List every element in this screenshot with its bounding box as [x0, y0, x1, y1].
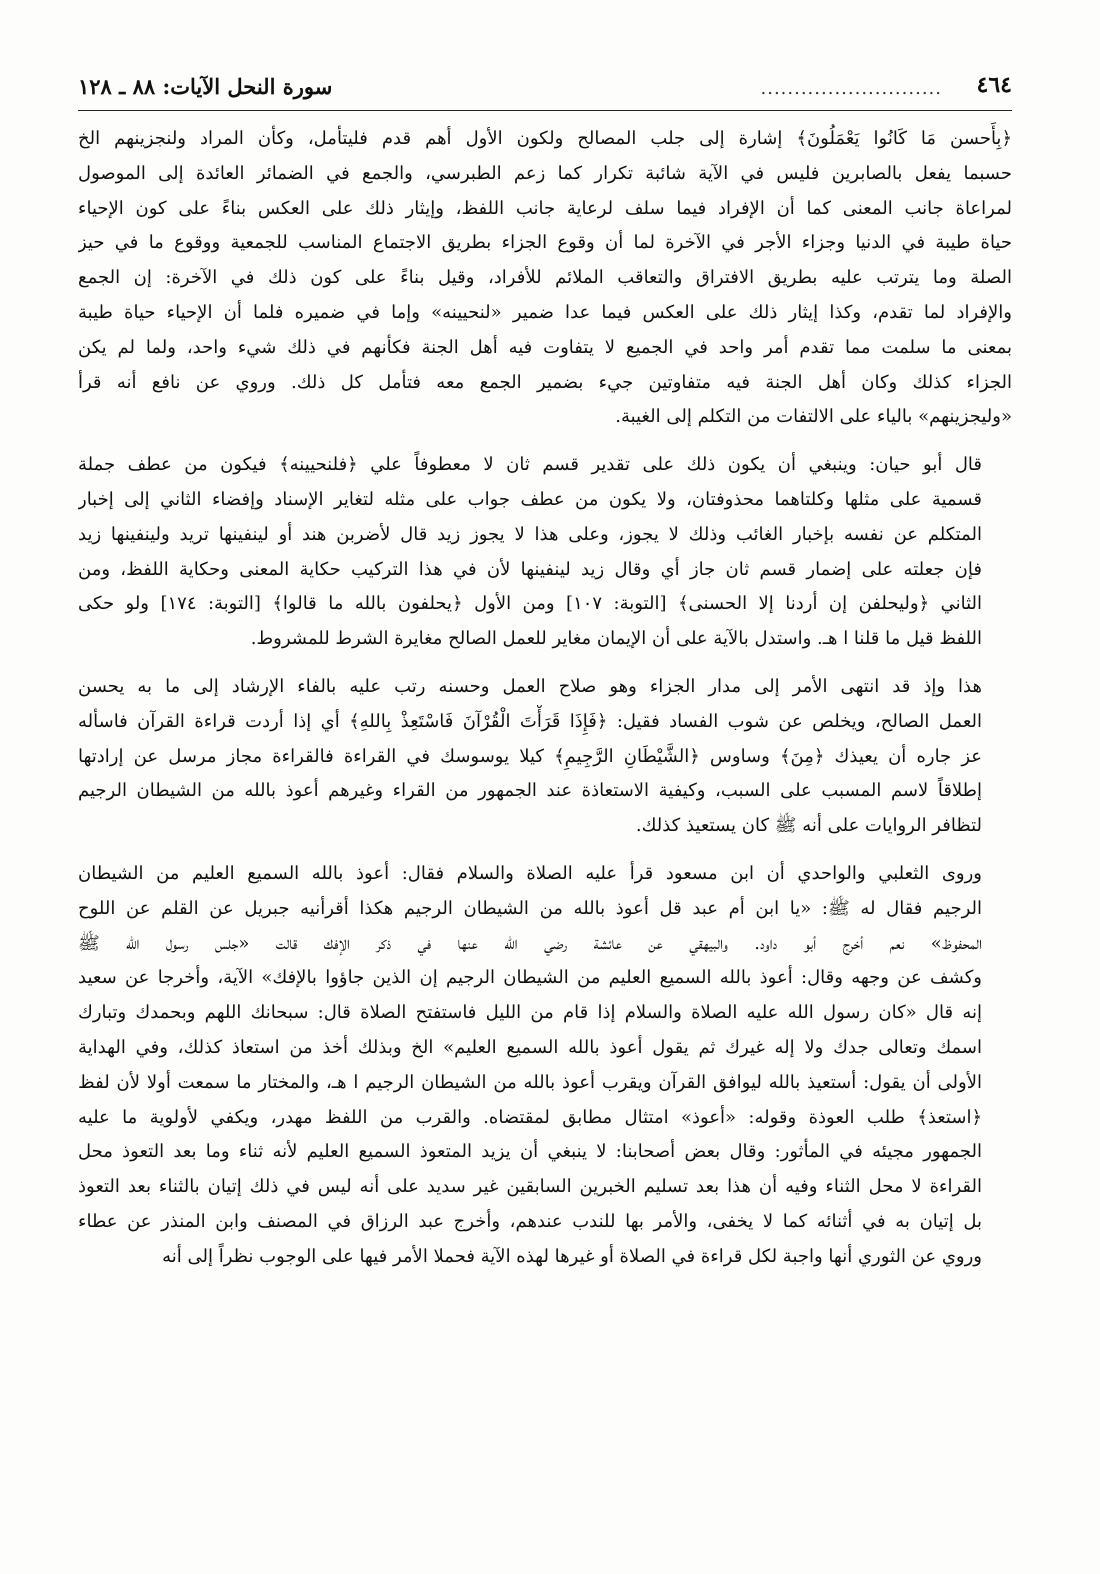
- text-line: الجمهور مجيئه في المأثور: وقال بعض أصحابنا: لا ينبغي أن يزيد المتعوذ السميع العليم لأنه ثناء وما بعد التعوذ محل: [78, 1141, 982, 1163]
- paragraph: [78, 670, 1012, 844]
- text-line: الأولى أن يقول: أستعيذ بالله ليوافق القرآن ويقرب أعوذ بالله من الشيطان الرجيم ا هـ، والمختار ما سمعت أولا لأن لفظ: [78, 1071, 982, 1093]
- page-number: ٤٦٤: [976, 72, 1012, 98]
- text-line: وروي عن الثوري أنها واجبة لكل قراءة في الصلاة أو غيرها لهذه الآية فحملا الأمر فيها على الوجوب نظراً إلى أنه: [162, 1245, 982, 1267]
- page-header: [78, 70, 1012, 111]
- page-body: [78, 122, 1012, 1288]
- text-line: بل إتيان به في أثنائه كما لا يخفى، والأمر بها للندب عندهم، وأخرج عبد الرزاق في المصنف وابن المنذر عن عطاء: [78, 1210, 982, 1232]
- text-line: عز جاره أن يعيذك ﴿مِنَ﴾ وساوس ﴿الشَّيْطَانِ الرَّجِيمِ﴾ كيلا يوسوسك في القراءة فالقراءة مجاز مرسل عن إرادتها: [78, 745, 982, 767]
- text-line: ﴿بِأَحسن مَا كَانُوا يَعْمَلُونَ﴾ إشارة إلى جلب المصالح ولكون الأول أهم قدم فليتأمل، وكأن المراد ولنجزينهم الخ: [78, 128, 1012, 149]
- text-line: قال أبو حيان: وينبغي أن يكون ذلك على تقدير قسم ثان لا معطوفاً علي ﴿فلنحيينه﴾ فيكون من عطف جملة: [78, 454, 982, 476]
- text-line: هذا وإذ قد انتهى الأمر إلى مدار الجزاء وهو صلاح العمل وحسنه رتب عليه بالفاء الإرشاد إلى ما به يحسن: [78, 675, 982, 697]
- text-line: اللفظ قيل ما قلنا ا هـ. واستدل بالآية على أن الإيمان مغاير للعمل الصالح مغايرة الشرط للمشروط.: [250, 628, 982, 650]
- text-line: وكشف عن وجهه وقال: أعوذ بالله السميع العليم من الشيطان الرجيم إن الذين جاؤوا بالإفك» الآية، وأخرجا عن سعيد: [78, 967, 982, 989]
- text-line: اسمك وتعالى جدك ولا إله غيرك ثم يقول أعوذ بالله السميع العليم» الخ وبذلك أخذ من استعاذ كذلك، وفي الهداية: [78, 1036, 982, 1058]
- text-line: الثاني ﴿وليحلفن إن أردنا إلا الحسنى﴾ [التوبة: ١٠٧] ومن الأول ﴿يحلفون بالله ما قالوا﴾ [التوبة: ١٧٤] ولو حكى: [78, 593, 982, 615]
- text-line: لتظافر الروايات على أنه ﷺ كان يستعيذ كذلك.: [635, 815, 982, 837]
- text-line: حسبما يفعل بالصابرين فليس في الآية شائبة تكرار كما زعم الطبرسي، والجمع في الضمائر العائدة إلى الموصول: [78, 162, 1012, 184]
- text-line: المتكلم عن نفسه بإخبار الغائب وذلك لا يجوز، وعلى هذا لا يجوز زيد قال لأضربن هند أو لينفينها تريد ولينفينها زيد: [78, 523, 982, 545]
- text-line: لمراعاة جانب المعنى كما أن الإفراد فيما سلف لرعاية جانب اللفظ، وإيثار ذلك على العكس بناءً على كون الإحياء: [78, 197, 1012, 219]
- text-line: «وليجزينهم» بالياء على الالتفات من التكلم إلى الغيبة.: [615, 406, 1012, 428]
- text-line: حياة طيبة في الدنيا وجزاء الأجر في الآخرة لما أن وقوع الجزاء بطريق الاجتماع المناسب للجمعية ووقوع ما في حيز: [78, 232, 1012, 254]
- running-title: سورة النحل الآيات: ٨٨ ـ ١٢٨: [78, 74, 333, 99]
- text-line: الرجيم فقال له ﷺ: «يا ابن أم عبد قل أعوذ بالله من الشيطان الرجيم هكذا أقرأنيه جبريل عن القلم عن اللوح: [78, 897, 982, 919]
- paragraph: [78, 448, 1012, 657]
- text-line: ﴿استعذ﴾ طلب العوذة وقوله: «أعوذ» امتثال مطابق لمقتضاه. والقرب من اللفظ مهدر، ويكفي لأولوية ما عليه: [78, 1106, 982, 1128]
- text-line: قسمية على مثلها وكلتاهما محذوفتان، ولا يكون من عطف جواب على مثله لتغاير الإسناد وإفضاء الثاني إلى إخبار: [78, 488, 982, 510]
- text-line: إنه قال «كان رسول الله عليه الصلاة والسلام إذا قام من الليل فاستفتح الصلاة قال: سبحانك اللهم وبحمدك وتبارك: [78, 1002, 982, 1024]
- text-line: بمعنى ما سلمت مما تقدم أمر واحد في الجميع لا يتفاوت فيه أهل الجنة فكأنهم في ذلك شيء واحد، ولما لم يكن: [78, 336, 1012, 358]
- text-line: الجزاء كذلك وكان أهل الجنة فيه متفاوتين جيء بضمير الجمع معه فتأمل كل ذلك. وروي عن نافع أنه قرأ: [78, 371, 1012, 393]
- text-line: الصلة وما يترتب عليه بطريق الافتراق والتعاقب الملائم للأفراد، وقيل بناءً على كون ذلك في الآخرة: إن الجمع: [78, 267, 1012, 289]
- paragraph: [78, 857, 1012, 1275]
- text-line: وروى الثعلبي والواحدي أن ابن مسعود قرأ عليه الصلاة والسلام فقال: أعوذ بالله السميع العليم من الشيطان: [78, 862, 982, 884]
- text-line: إطلاقاً لاسم المسبب على السبب، وكيفية الاستعاذة عند الجمهور من القراء وغيرهم أعوذ بالله من الشيطان الرجيم: [78, 780, 982, 802]
- text-line: فإن جعلته على إضمار قسم ثان جاز أي وقال زيد لينفينها لأن في هذا التركيب حكاية المعنى وحكاية اللفظ، ومن: [78, 558, 982, 580]
- header-leader-dots: ...........................: [760, 78, 942, 99]
- text-line: القراءة لا محل الثناء وفيه أن هذا بعد تسليم الخبرين السابقين غير سديد على أنه ليس في ذلك إتيان بالثناء بعد التعوذ: [78, 1176, 982, 1198]
- text-line: العمل الصالح، ويخلص عن شوب الفساد فقيل: ﴿فَإِذَا قَرَأْتَ الْقُرْآنَ فَاسْتَعِذْ بِاللهِ﴾ أي إذا أردت قراءة القرآن فاسأله: [78, 710, 982, 732]
- paragraph: [78, 122, 1012, 435]
- text-line: المحفوظ» نعم أخرج أبو داود. والبيهقي عن عائشة رضي الله عنها في ذكر الإفك قالت «جلس رسول الله ﷺ: [78, 932, 983, 954]
- text-line: والإفراد لما تقدم، وكذا إيثار ذلك على العكس فيما عدا ضمير «لنحيينه» وإما في ضميره فلما أن الإحياء حياة طيبة: [78, 301, 1012, 323]
